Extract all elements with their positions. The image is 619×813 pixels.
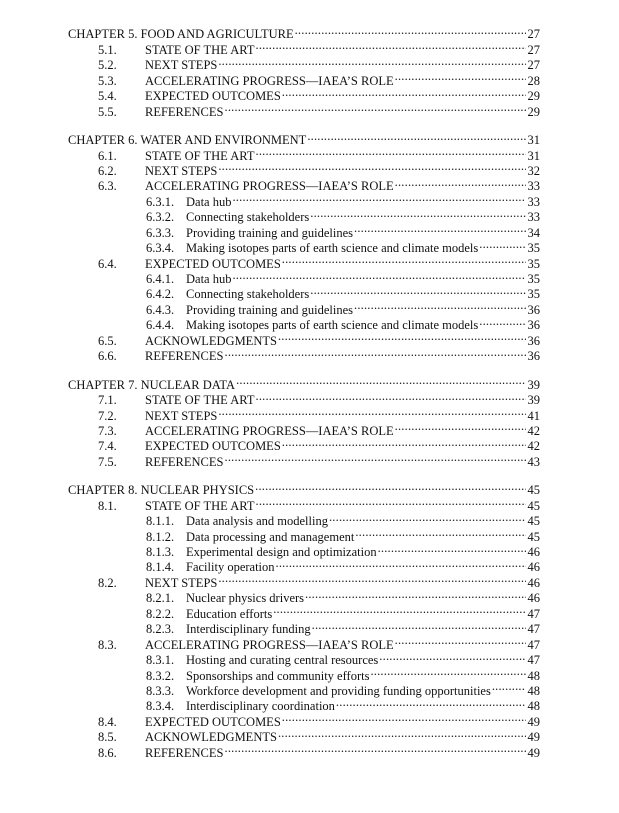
toc-dot-leader [379, 649, 526, 664]
toc-entry-number: 8.2. [98, 575, 117, 590]
toc-entry-number: 5.2. [98, 58, 117, 73]
toc-entry-title: Nuclear physics drivers [186, 591, 305, 606]
toc-entry-page-number: 34 [527, 225, 540, 240]
toc-dot-leader [255, 479, 526, 494]
toc-entry-title: ACKNOWLEDGMENTS [145, 730, 277, 745]
toc-entry-number: 5.3. [98, 73, 117, 88]
toc-entry-title: EXPECTED OUTCOMES [145, 439, 281, 454]
toc-subsection-entry[interactable] [68, 602, 540, 621]
toc-dot-leader [256, 144, 527, 159]
toc-chapter-entry[interactable] [68, 23, 540, 42]
toc-entry-title: CHAPTER 5. FOOD AND AGRICULTURE [68, 27, 294, 42]
toc-entry-page-number: 46 [527, 575, 540, 590]
toc-dot-leader [225, 741, 527, 756]
toc-entry-number: 8.6. [98, 745, 117, 760]
toc-entry-page-number: 35 [527, 241, 540, 256]
toc-entry-title: REFERENCES [145, 349, 224, 364]
toc-dot-leader [256, 389, 527, 404]
toc-entry-number: 7.3. [98, 423, 117, 438]
toc-dot-leader [492, 680, 526, 695]
toc-entry-title: Connecting stakeholders [186, 287, 310, 302]
toc-chapter-entry[interactable] [68, 373, 540, 392]
toc-entry-title: Workforce development and providing funding opportunities [186, 683, 491, 698]
toc-dot-leader [282, 252, 526, 267]
toc-subsection-entry[interactable] [68, 206, 540, 225]
toc-entry-title: STATE OF THE ART [145, 498, 255, 513]
toc-entry-title: CHAPTER 8. NUCLEAR PHYSICS [68, 483, 255, 498]
toc-chapter-entry[interactable] [68, 129, 540, 148]
toc-entry-title: ACCELERATING PROGRESS—IAEA’S ROLE [145, 423, 394, 438]
toc-dot-leader [278, 726, 526, 741]
toc-section-entry[interactable] [68, 710, 540, 729]
toc-entry-number: 6.3.4. [146, 241, 175, 256]
toc-entry-title: Hosting and curating central resources [186, 653, 379, 668]
toc-subsection-entry[interactable] [68, 283, 540, 302]
toc-entry-title: Making isotopes parts of earth science and climate models [186, 318, 479, 333]
toc-entry-number: 6.4.1. [146, 272, 175, 286]
toc-entry-title: Making isotopes parts of earth science and climate models [186, 241, 479, 256]
toc-entry-page-number: 47 [527, 622, 540, 637]
toc-dot-leader [310, 283, 526, 298]
toc-dot-leader [278, 329, 526, 344]
toc-entry-title: CHAPTER 6. WATER AND ENVIRONMENT [68, 133, 307, 148]
toc-entry-number: 6.3.2. [146, 210, 175, 225]
toc-entry-page-number: 35 [527, 272, 540, 286]
toc-entry-number: 6.2. [98, 163, 117, 178]
toc-entry-page-number: 47 [527, 637, 540, 652]
toc-entry-title: REFERENCES [145, 104, 224, 119]
toc-entry-page-number: 33 [527, 210, 540, 225]
toc-entry-page-number: 36 [527, 349, 540, 364]
toc-entry-page-number: 47 [527, 606, 540, 621]
toc-entry-number: 6.4.2. [146, 287, 175, 302]
toc-entry-page-number: 49 [527, 714, 540, 729]
toc-dot-leader [225, 345, 527, 360]
toc-entry-page-number: 36 [527, 318, 540, 333]
toc-entry-page-number: 27 [527, 27, 540, 42]
toc-entry-page-number: 48 [527, 699, 540, 714]
toc-entry-title: ACKNOWLEDGMENTS [145, 333, 277, 348]
toc-dot-leader [354, 298, 526, 313]
toc-dot-leader [218, 160, 526, 175]
toc-entry-number: 6.3. [98, 179, 117, 194]
toc-entry-page-number: 31 [527, 148, 540, 163]
toc-entry-page-number: 39 [527, 393, 540, 408]
toc-entry-title: Education efforts [186, 606, 273, 621]
toc-entry-number: 6.1. [98, 148, 117, 163]
toc-entry-title: EXPECTED OUTCOMES [145, 256, 281, 271]
toc-entry-number: 6.4.4. [146, 318, 175, 333]
toc-dot-leader [307, 129, 526, 144]
toc-dot-leader [295, 23, 526, 38]
toc-entry-title: STATE OF THE ART [145, 393, 255, 408]
toc-entry-number: 8.5. [98, 730, 117, 745]
toc-entry-page-number: 27 [527, 58, 540, 73]
toc-dot-leader [218, 571, 526, 586]
toc-entry-title: Providing training and guidelines [186, 302, 353, 317]
toc-dot-leader [354, 221, 526, 236]
toc-entry-page-number: 32 [527, 163, 540, 178]
toc-entry-number: 8.3. [98, 637, 117, 652]
toc-entry-number: 8.2.2. [146, 606, 175, 621]
toc-entry-title: STATE OF THE ART [145, 42, 255, 57]
toc-dot-leader [225, 100, 527, 115]
toc-entry-page-number: 35 [527, 256, 540, 271]
toc-entry-number: 8.3.3. [146, 683, 175, 698]
toc-chapter-entry[interactable] [68, 479, 540, 498]
toc-dot-leader [232, 268, 526, 283]
toc-entry-page-number: 49 [527, 745, 540, 760]
toc-entry-number: 8.1. [98, 498, 117, 513]
toc-dot-leader [479, 237, 526, 252]
toc-entry-page-number: 42 [527, 423, 540, 438]
toc-entry-title: Interdisciplinary coordination [186, 699, 335, 714]
toc-section-entry[interactable] [68, 252, 540, 271]
toc-entry-title: EXPECTED OUTCOMES [145, 714, 281, 729]
toc-entry-number: 7.4. [98, 439, 117, 454]
toc-dot-leader [218, 54, 526, 69]
toc-entry-number: 8.3.2. [146, 668, 175, 683]
toc-entry-title: Providing training and guidelines [186, 225, 353, 240]
toc-entry-number: 7.2. [98, 408, 117, 423]
toc-entry-title: ACCELERATING PROGRESS—IAEA’S ROLE [145, 179, 394, 194]
toc-entry-page-number: 35 [527, 287, 540, 302]
toc-dot-leader [218, 404, 526, 419]
toc-dot-leader [395, 420, 526, 435]
toc-entry-title: REFERENCES [145, 454, 224, 469]
toc-entry-title: Data hub [186, 194, 232, 209]
toc-entry-page-number: 33 [527, 179, 540, 194]
toc-entry-title: ACCELERATING PROGRESS—IAEA’S ROLE [145, 637, 394, 652]
toc-entry-page-number: 33 [527, 194, 540, 209]
toc-entry-number: 8.1.4. [146, 560, 175, 575]
toc-entry-title: NEXT STEPS [145, 575, 218, 590]
toc-entry-number: 5.5. [98, 104, 117, 119]
toc-dot-leader [395, 175, 526, 190]
toc-entry-page-number: 47 [527, 653, 540, 668]
toc-entry-number: 6.5. [98, 333, 117, 348]
toc-entry-page-number: 45 [527, 498, 540, 513]
toc-entry-number: 8.3.1. [146, 653, 175, 668]
toc-entry-number: 8.2.3. [146, 622, 175, 637]
toc-entry-number: 6.6. [98, 349, 117, 364]
toc-entry-page-number: 49 [527, 730, 540, 745]
toc-dot-leader [273, 602, 526, 617]
toc-entry-page-number: 39 [527, 377, 540, 392]
toc-dot-leader [378, 541, 526, 556]
toc-entry-title: Data processing and management [186, 529, 355, 544]
toc-dot-leader [370, 664, 526, 679]
toc-dot-leader [282, 85, 526, 100]
toc-entry-title: STATE OF THE ART [145, 148, 255, 163]
toc-entry-number: 8.2.1. [146, 591, 175, 606]
toc-entry-number: 8.1.3. [146, 545, 175, 559]
toc-entry-page-number: 46 [527, 545, 540, 559]
toc-entry-title: NEXT STEPS [145, 408, 218, 423]
toc-dot-leader [479, 314, 526, 329]
toc-entry-page-number: 45 [527, 514, 540, 529]
toc-dot-leader [355, 525, 526, 540]
toc-dot-leader [225, 450, 527, 465]
toc-entry-page-number: 29 [527, 104, 540, 119]
toc-section-entry[interactable] [68, 329, 540, 348]
toc-entry-title: Facility operation [186, 560, 275, 575]
toc-dot-leader [395, 633, 526, 648]
toc-dot-leader [236, 373, 526, 388]
toc-dot-leader [256, 494, 527, 509]
toc-entry-number: 6.4.3. [146, 302, 175, 317]
toc-entry-number: 8.1.1. [146, 514, 175, 529]
toc-dot-leader [329, 510, 526, 525]
toc-entry-number: 8.3.4. [146, 699, 175, 714]
toc-dot-leader [395, 69, 526, 84]
toc-entry-number: 6.4. [98, 256, 117, 271]
toc-entry-number: 6.3.1. [146, 194, 175, 209]
toc-entry-title: Experimental design and optimization [186, 545, 377, 559]
toc-dot-leader [256, 38, 527, 53]
toc-entry-number: 7.5. [98, 454, 117, 469]
toc-dot-leader [276, 556, 526, 571]
toc-entry-page-number: 41 [527, 408, 540, 423]
toc-entry-title: REFERENCES [145, 745, 224, 760]
toc-entry-title: Connecting stakeholders [186, 210, 310, 225]
toc-dot-leader [282, 435, 526, 450]
toc-entry-title: ACCELERATING PROGRESS—IAEA’S ROLE [145, 73, 394, 88]
toc-entry-page-number: 27 [527, 42, 540, 57]
toc-dot-leader [312, 618, 526, 633]
toc-entry-page-number: 28 [527, 73, 540, 88]
toc-entry-page-number: 36 [527, 302, 540, 317]
toc-entry-title: Interdisciplinary funding [186, 622, 311, 637]
toc-entry-page-number: 42 [527, 439, 540, 454]
toc-entry-title: NEXT STEPS [145, 58, 218, 73]
table-of-contents [68, 23, 540, 760]
toc-entry-page-number: 46 [527, 591, 540, 606]
toc-dot-leader [336, 695, 526, 710]
toc-dot-leader [282, 710, 526, 725]
toc-entry-page-number: 45 [527, 483, 540, 498]
toc-entry-page-number: 31 [527, 133, 540, 148]
toc-entry-number: 8.4. [98, 714, 117, 729]
toc-entry-page-number: 48 [527, 683, 540, 698]
toc-entry-page-number: 29 [527, 89, 540, 104]
toc-entry-page-number: 46 [527, 560, 540, 575]
toc-entry-page-number: 43 [527, 454, 540, 469]
toc-entry-title: Data hub [186, 272, 232, 286]
toc-entry-title: Data analysis and modelling [186, 514, 328, 529]
toc-entry-title: NEXT STEPS [145, 163, 218, 178]
toc-entry-title: EXPECTED OUTCOMES [145, 89, 281, 104]
toc-entry-number: 6.3.3. [146, 225, 175, 240]
toc-entry-title: Sponsorships and community efforts [186, 668, 370, 683]
toc-entry-title: CHAPTER 7. NUCLEAR DATA [68, 377, 236, 392]
toc-entry-number: 5.4. [98, 89, 117, 104]
toc-dot-leader [310, 206, 526, 221]
toc-entry-page-number: 45 [527, 529, 540, 544]
toc-section-entry[interactable] [68, 571, 540, 590]
toc-subsection-entry[interactable] [68, 556, 540, 575]
toc-entry-number: 8.1.2. [146, 529, 175, 544]
toc-entry-page-number: 36 [527, 333, 540, 348]
toc-dot-leader [232, 190, 526, 205]
toc-entry-number: 5.1. [98, 42, 117, 57]
toc-entry-page-number: 48 [527, 668, 540, 683]
toc-dot-leader [305, 587, 526, 602]
toc-entry-number: 7.1. [98, 393, 117, 408]
toc-subsection-entry[interactable] [68, 618, 540, 637]
